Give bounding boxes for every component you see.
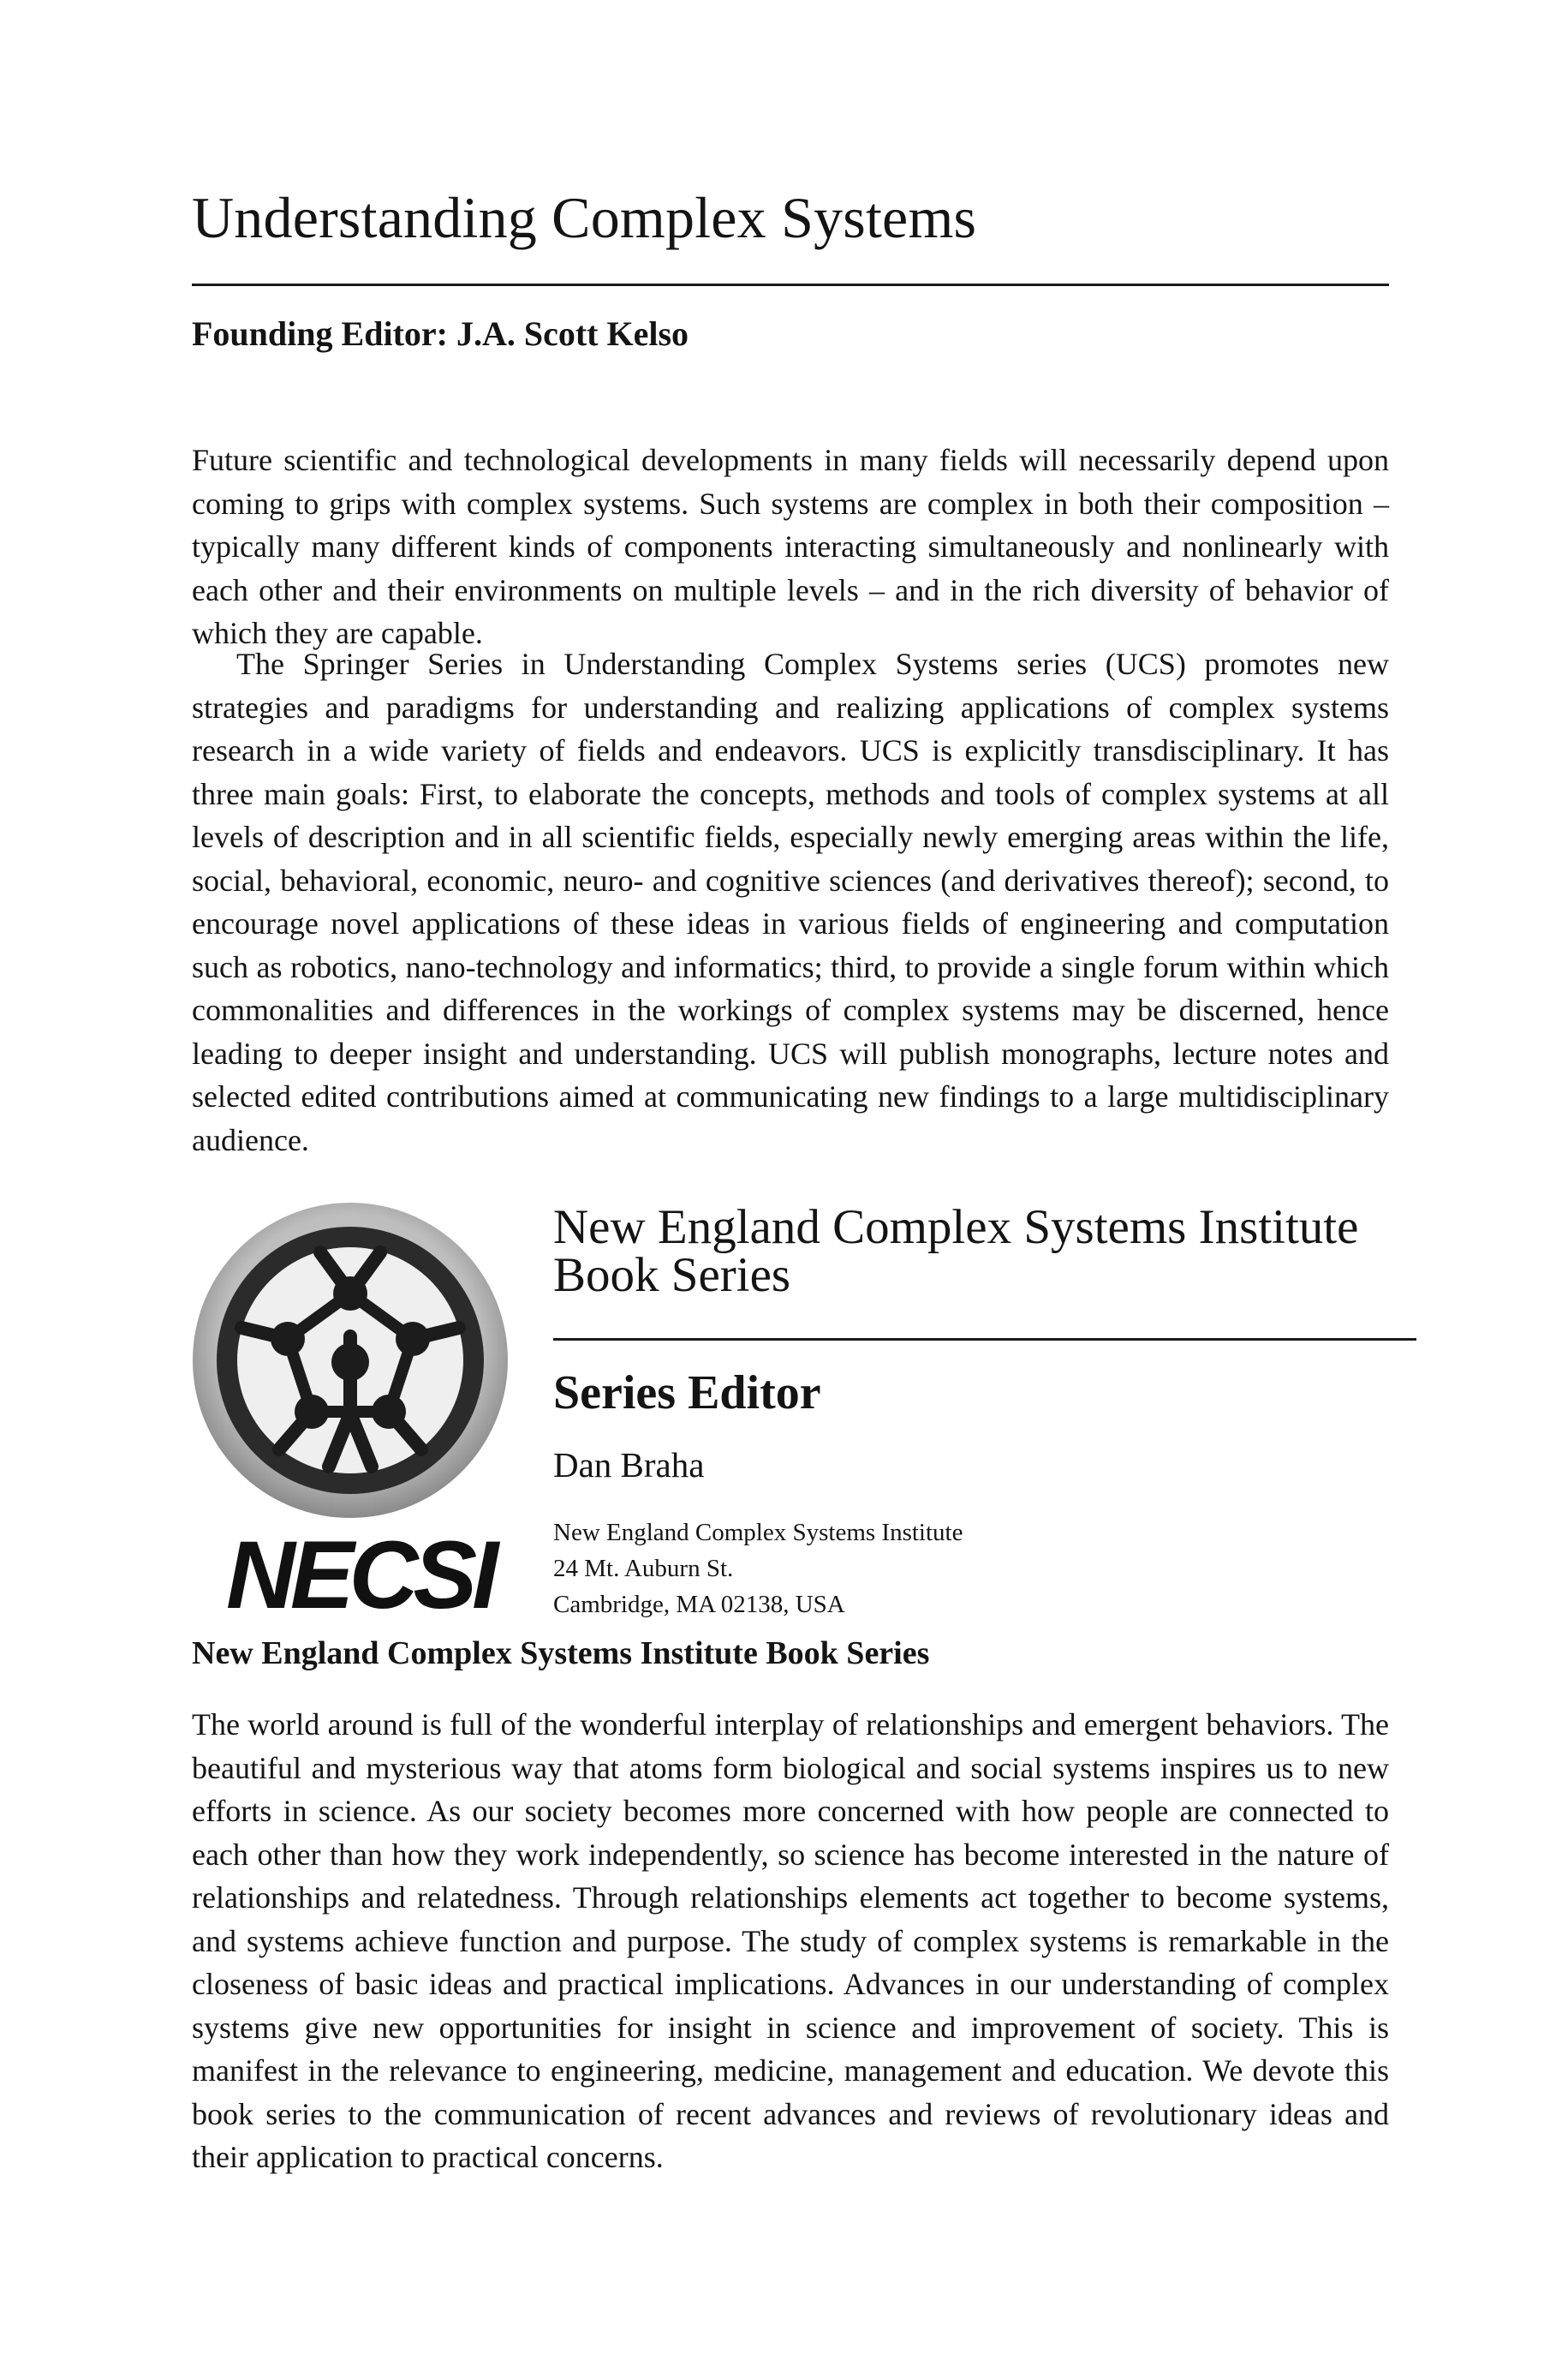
necsi-emblem-icon bbox=[192, 1199, 509, 1525]
series-title: Understanding Complex Systems bbox=[192, 185, 977, 250]
necsi-logo bbox=[192, 1199, 509, 1628]
necsi-title-line1: New England Complex Systems Institute bbox=[553, 1200, 1359, 1254]
necsi-logo-wordmark: NECSI bbox=[226, 1521, 494, 1628]
founding-editor: Founding Editor: J.A. Scott Kelso bbox=[192, 314, 689, 353]
address-line-1: New England Complex Systems Institute bbox=[553, 1519, 963, 1546]
necsi-series-title bbox=[553, 1200, 1418, 1302]
necsi-title-line2: Book Series bbox=[553, 1248, 791, 1302]
series-editor-heading: Series Editor bbox=[553, 1366, 821, 1419]
ucs-intro-paragraph: Future scientific and technological developments in many fields will necessarily depend upon coming to grips with complex systems. Such systems are complex in both their composition – typically many different kinds of components interacting simultaneously and nonlinearly with each other and their environments on multiple levels – and in the rich diversity of behavior of which they are capable. bbox=[192, 443, 1389, 650]
ucs-goals-paragraph: The Springer Series in Understanding Complex Systems series (UCS) promotes new strategies and paradigms for understanding and realizing applications of complex systems research in a wide variety of fields and endeavors. UCS is explicitly transdisciplinary. It has three main goals: First, to elaborate the concepts, methods and tools of complex systems at all levels of description and in all scientific fields, especially newly emerging areas within the life, social, behavioral, economic, neuro- and cognitive sciences (and derivatives thereof); second, to encourage novel applications of these ideas in various fields of engineering and computation such as robotics, nano-technology and informatics; third, to provide a single forum within which commonalities and differences in the workings of complex systems may be discerned, hence leading to deeper insight and understanding. UCS will publish monographs, lecture notes and selected edited contributions aimed at communicating new findings to a large multidisciplinary audience. bbox=[192, 647, 1389, 1157]
series-editor-name: Dan Braha bbox=[553, 1445, 705, 1485]
necsi-description-paragraph: The world around is full of the wonderful interplay of relationships and emergent behaviors. The beautiful and mysterious way that atoms form biological and social systems inspires us to new efforts in science. As our society becomes more concerned with how people are connected to each other than how they work independently, so science has become interested in the nature of relationships and relatedness. Through relationships elements act together to become systems, and systems achieve function and purpose. The study of complex systems is remarkable in the closeness of basic ideas and practical implications. Advances in our understanding of complex systems give new opportunities for insight in science and improvement of society. This is manifest in the relevance to engineering, medicine, management and education. We devote this book series to the communication of recent advances and reviews of revolutionary ideas and their application to practical concerns. bbox=[192, 1707, 1389, 2174]
address-line-3: Cambridge, MA 02138, USA bbox=[553, 1591, 845, 1618]
editor-address bbox=[553, 1515, 963, 1622]
address-line-2: 24 Mt. Auburn St. bbox=[553, 1555, 734, 1582]
necsi-book-series-heading: New England Complex Systems Institute Book Series bbox=[192, 1635, 930, 1671]
necsi-divider bbox=[553, 1338, 1416, 1341]
title-divider bbox=[192, 284, 1389, 286]
